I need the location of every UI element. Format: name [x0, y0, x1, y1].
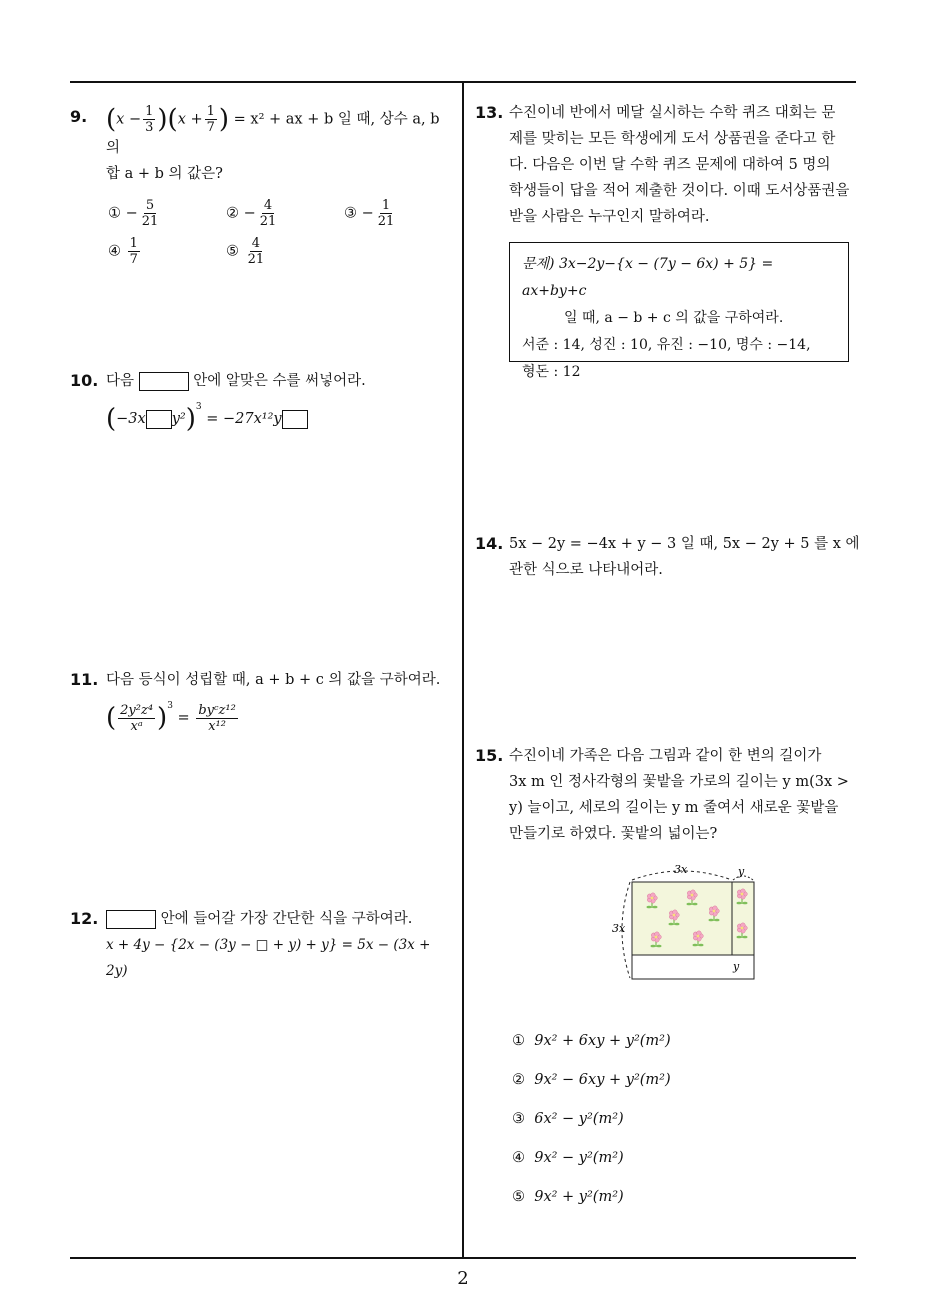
choice-3[interactable]: ③ 6x² − y²(m²)	[512, 1111, 624, 1127]
top-label: 3x	[674, 863, 688, 876]
choice-3[interactable]: ③ − $\frac{1}{21}$	[344, 198, 395, 229]
choice-2[interactable]: ② − $\frac{4}{21}$	[226, 198, 277, 229]
question-number: 12.	[70, 909, 99, 928]
question-number: 13.	[475, 103, 504, 122]
choice-1[interactable]: ① 9x² + 6xy + y²(m²)	[512, 1033, 671, 1049]
garden-figure	[600, 858, 770, 988]
answer-blank[interactable]	[139, 372, 189, 391]
left-label: 3x	[612, 922, 626, 935]
y-top-label: y	[738, 865, 745, 878]
choice-4[interactable]: ④ $\frac{1}{7}$	[108, 236, 138, 267]
question-number: 9.	[70, 107, 88, 126]
question-15: 15. 수진이네 가족은 다음 그림과 같이 한 변의 길이가 3x m 인 정사각형의 꽃밭을 가로의 길이는 y m(3x > y) 늘이고, 세로의 길이는 y m 줄여서 새로운 꽃밭을 만들기로 하였다. 꽃밭의 넓이는?	[475, 743, 860, 847]
answer-blank-small[interactable]	[282, 410, 308, 429]
question-12: 12. 안에 들어갈 가장 간단한 식을 구하여라. x + 4y − {2x − (3y − □ + y) + y} = 5x − (3x + 2y)	[70, 906, 455, 984]
question-11: 11. 다음 등식이 성립할 때, a + b + c 의 값을 구하여라. ( $\frac{\text{2y²z⁴}}{\text{xᵃ}}$ )$^3$ = $\frac{\text{byᶜz¹²}}{\text{x¹²}}$	[70, 667, 455, 734]
column-divider	[462, 82, 464, 1258]
question-10: 10. 다음 안에 알맞은 수를 써넣어라. (−3x y²)$^3$ = −27x¹²y	[70, 368, 455, 432]
choice-2[interactable]: ② 9x² − 6xy + y²(m²)	[512, 1072, 671, 1088]
question-14: 14. 5x − 2y = −4x + y − 3 일 때, 5x − 2y + 5 를 x 에 관한 식으로 나타내어라.	[475, 531, 860, 583]
page-number: 2	[457, 1268, 469, 1289]
question-number: 11.	[70, 670, 99, 689]
answer-blank-small[interactable]	[146, 410, 172, 429]
problem-box: 문제) 3x−2y−{x − (7y − 6x) + 5} = ax+by+c 일 때, a − b + c 의 값을 구하여라. 서준 : 14, 성진 : 10, 유진 : −10, 명수 : −14, 형돈 : 12	[509, 242, 849, 362]
question-number: 14.	[475, 534, 504, 553]
question-number: 15.	[475, 746, 504, 765]
garden-main	[632, 882, 732, 955]
y-bottom-label: y	[733, 960, 740, 973]
answer-blank[interactable]	[106, 910, 156, 929]
question-number: 10.	[70, 371, 99, 390]
choice-5[interactable]: ⑤ $\frac{4}{21}$	[226, 236, 265, 267]
choice-5[interactable]: ⑤ 9x² + y²(m²)	[512, 1189, 624, 1205]
question-9-stem: (x − $\frac{1}{3}$ )(x + $\frac{1}{7}$ ) = x² + ax + b 일 때, 상수 a, b 의 합 a + b 의 값은?	[106, 104, 440, 182]
choice-1[interactable]: ① − $\frac{5}{21}$	[108, 198, 159, 229]
question-13: 13. 수진이네 반에서 메달 실시하는 수학 퀴즈 대회는 문 제를 맞히는 모든 학생에게 도서 상품권을 준다고 한 다. 다음은 이번 달 수학 퀴즈 문제에 대하여 5 명의 학생들이 답을 적어 제출한 것이다. 이때 도서상품권을 받을 사람은 누구인지 말하여라.	[475, 100, 860, 230]
choice-4[interactable]: ④ 9x² − y²(m²)	[512, 1150, 624, 1166]
question-9	[70, 104, 455, 187]
